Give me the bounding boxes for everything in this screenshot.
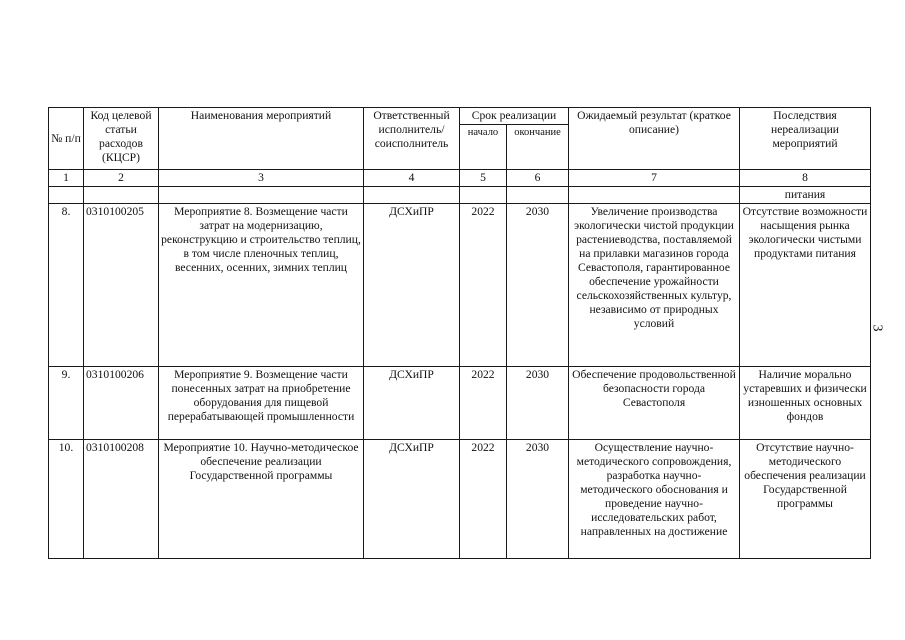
header-num: № п/п — [49, 108, 84, 170]
empty-cell — [569, 187, 740, 204]
column-number: 7 — [569, 170, 740, 187]
column-number: 1 — [49, 170, 84, 187]
column-number: 3 — [159, 170, 364, 187]
row-kcsr: 0310100208 — [84, 440, 159, 559]
column-number: 8 — [740, 170, 871, 187]
header-result: Ожидаемый результат (краткое описание) — [569, 108, 740, 170]
empty-cell — [49, 187, 84, 204]
row-responsible: ДСХиПР — [364, 204, 460, 367]
continuation-row — [49, 187, 871, 204]
column-number: 4 — [364, 170, 460, 187]
column-number: 5 — [460, 170, 507, 187]
row-num: 10. — [49, 440, 84, 559]
header-start: начало — [460, 125, 507, 170]
row-start: 2022 — [460, 204, 507, 367]
row-num: 9. — [49, 367, 84, 440]
column-number-row — [49, 170, 871, 187]
header-row — [49, 108, 871, 125]
row-end: 2030 — [507, 204, 569, 367]
page-number: 3 — [869, 324, 885, 332]
empty-cell — [460, 187, 507, 204]
row-result: Осуществление научно-методического сопровождения, разработка научно-методического обоснования и проведение научно-исследовательских работ, направленных на достижение — [569, 440, 740, 559]
row-consequences: Отсутствие научно-методического обеспечения реализации Государственной программы — [740, 440, 871, 559]
row-consequences: Наличие морально устаревших и физически изношенных основных фондов — [740, 367, 871, 440]
column-number: 6 — [507, 170, 569, 187]
row-name: Мероприятие 8. Возмещение части затрат на модернизацию, реконструкцию и строительство теплиц, в том числе пленочных теплиц, весенних, осенних, зимних теплиц — [159, 204, 364, 367]
row-result: Обеспечение продовольственной безопасности города Севастополя — [569, 367, 740, 440]
row-result: Увеличение производства экологически чистой продукции растениеводства, поставляемой на прилавки магазинов города Севастополя, гарантированное обеспечение урожайности сельскохозяйственных культур, независимо от природных условий — [569, 204, 740, 367]
row-end: 2030 — [507, 440, 569, 559]
header-period: Срок реализации — [460, 108, 569, 125]
empty-cell — [84, 187, 159, 204]
column-number: 2 — [84, 170, 159, 187]
row-name: Мероприятие 9. Возмещение части понесенных затрат на приобретение оборудования для пищевой перерабатывающей промышленности — [159, 367, 364, 440]
table-row — [49, 367, 871, 440]
row-kcsr: 0310100206 — [84, 367, 159, 440]
table-row — [49, 440, 871, 559]
header-end: окончание — [507, 125, 569, 170]
row-start: 2022 — [460, 440, 507, 559]
continuation-consequences: питания — [740, 187, 871, 204]
row-responsible: ДСХиПР — [364, 367, 460, 440]
empty-cell — [507, 187, 569, 204]
row-responsible: ДСХиПР — [364, 440, 460, 559]
row-consequences: Отсутствие возможности насыщения рынка экологически чистыми продуктами питания — [740, 204, 871, 367]
empty-cell — [159, 187, 364, 204]
row-num: 8. — [49, 204, 84, 367]
header-consequences: Последствия нереализации мероприятий — [740, 108, 871, 170]
row-name: Мероприятие 10. Научно-методическое обеспечение реализации Государственной программы — [159, 440, 364, 559]
activities-table — [48, 107, 871, 559]
header-kcsr: Код целевой статьи расходов (КЦСР) — [84, 108, 159, 170]
row-start: 2022 — [460, 367, 507, 440]
header-responsible: Ответственный исполнитель/ соисполнитель — [364, 108, 460, 170]
header-name: Наименования мероприятий — [159, 108, 364, 170]
empty-cell — [364, 187, 460, 204]
row-kcsr: 0310100205 — [84, 204, 159, 367]
row-end: 2030 — [507, 367, 569, 440]
table-row — [49, 204, 871, 367]
